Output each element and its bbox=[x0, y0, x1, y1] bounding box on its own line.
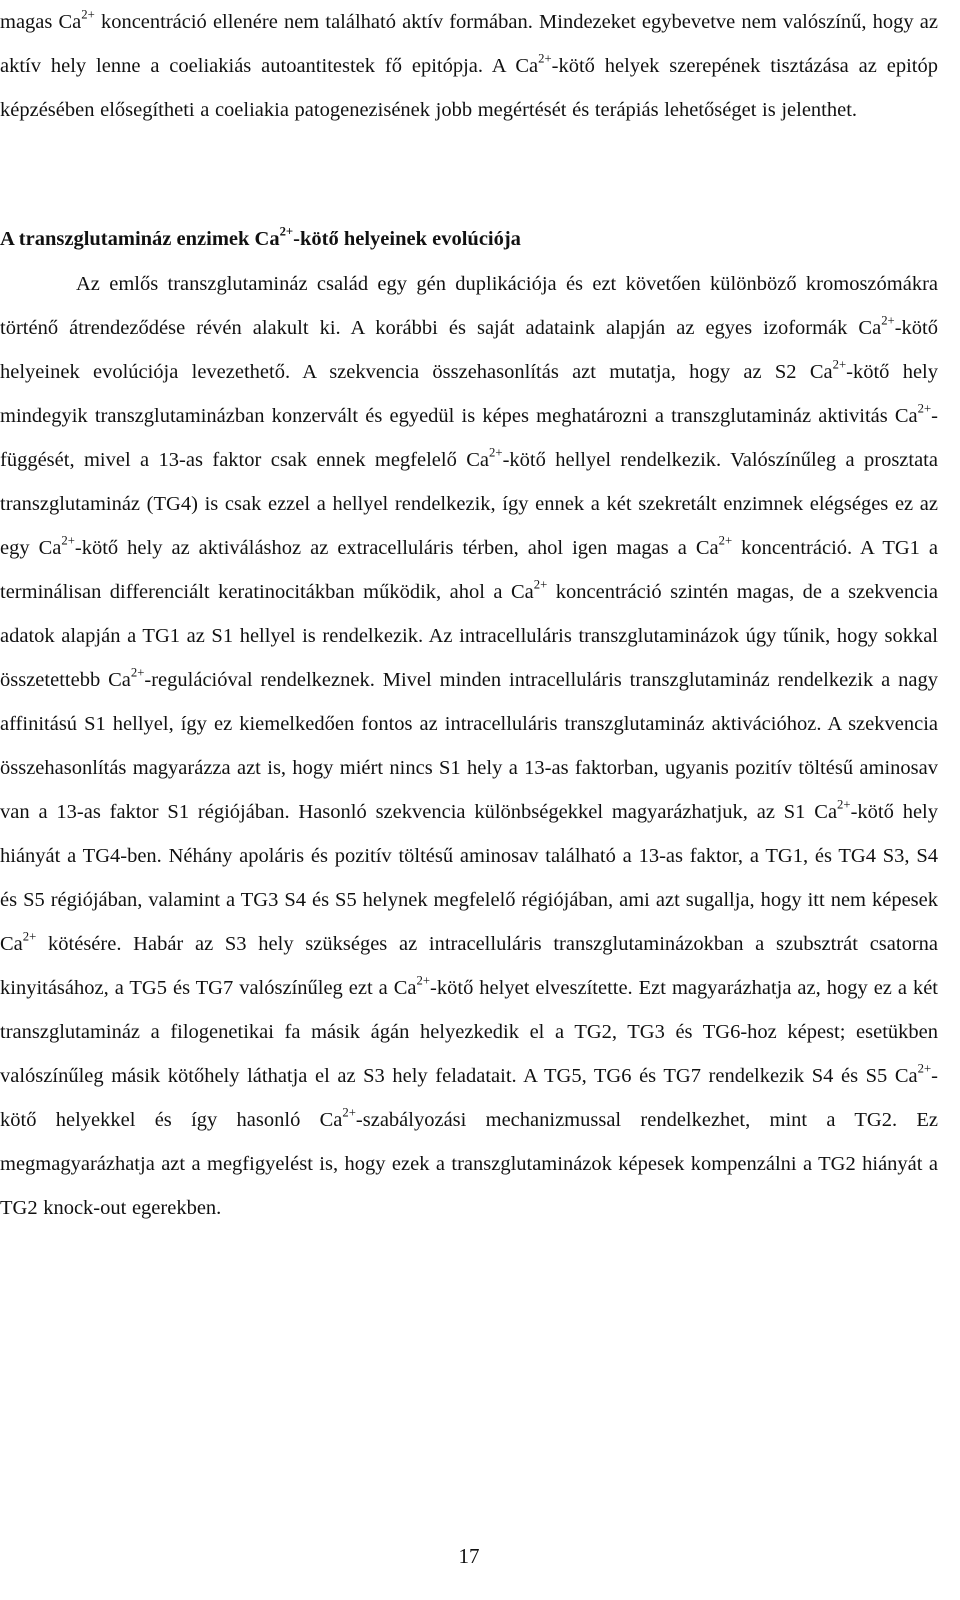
superscript: 2+ bbox=[489, 445, 503, 460]
text-segment: koncentráció. A TG1 a terminálisan differenciált keratinocitákban működik, ahol a Ca bbox=[0, 537, 938, 603]
page-number: 17 bbox=[458, 1544, 480, 1568]
superscript: 2+ bbox=[533, 577, 548, 592]
text-segment: Az emlős transzglutamináz család egy gén duplikációja és ezt követően különböző kromoszómákra történő átrendeződése révén alakult ki. A korábbi és saját adataink alapján az egyes izoformák Ca bbox=[0, 273, 938, 339]
superscript: 2+ bbox=[718, 533, 733, 548]
superscript: 2+ bbox=[832, 357, 847, 372]
main-paragraph bbox=[0, 262, 938, 1230]
text-segment: -szabályozási mechanizmussal rendelkezhet, mint a TG2. Ez megmagyarázhatja azt a megfigyelést is, hogy ezek a transzglutaminázok képesek kompenzálni a TG2 hiányát a TG2 knock-out egerekben. bbox=[0, 1109, 939, 1219]
superscript: 2+ bbox=[342, 1105, 356, 1120]
superscript: 2+ bbox=[279, 224, 294, 239]
text-segment: -kötő hellyel rendelkezik. Valószínűleg a prosztata transzglutamináz (TG4) is csak ezzel a hellyel rendelkezik, így ennek a két szekretált enzimnek elégséges ez az egy Ca bbox=[0, 449, 938, 559]
text-segment: -kötő hely mindegyik transzglutaminázban konzervált és egyedül is képes meghatározni a transzglutamináz aktivitás Ca bbox=[0, 361, 938, 427]
heading-text: -kötő helyeinek evolúciója bbox=[293, 228, 521, 250]
superscript: 2+ bbox=[61, 533, 75, 548]
text-segment: -függését, mivel a 13-as faktor csak ennek megfelelő Ca bbox=[0, 405, 938, 471]
superscript: 2+ bbox=[881, 313, 895, 328]
heading-text: A transzglutamináz enzimek Ca bbox=[0, 228, 280, 250]
superscript: 2+ bbox=[917, 401, 932, 416]
text-segment: -kötő hely az aktiváláshoz az extracelluláris térben, ahol igen magas a Ca bbox=[74, 537, 719, 559]
section-heading bbox=[0, 224, 521, 254]
text-segment: koncentráció ellenére nem található aktív formában. Mindezeket egybevetve nem valószínű, hogy az aktív hely lenne a coeliakiás autoantitestek fő epitópja. A Ca bbox=[0, 11, 938, 77]
superscript: 2+ bbox=[917, 1061, 932, 1076]
superscript: 2+ bbox=[22, 929, 37, 944]
text-segment: -regulációval rendelkeznek. Mivel minden intracelluláris transzglutamináz rendelkezik a nagy affinitású S1 hellyel, így ez kiemelkedően fontos az intracelluláris transzglutamináz aktivációhoz. A szekvencia összehasonlítás magyarázza azt is, hogy miért nincs S1 hely a 13-as faktorban, ugyanis pozitív töltésű aminosav van a 13-as faktor S1 régiójában. Hasonló szekvencia különbségekkel magyarázhatjuk, az S1 Ca bbox=[0, 669, 938, 823]
text-segment: koncentráció szintén magas, de a szekvencia adatok alapján a TG1 az S1 hellyel is rendelkezik. Az intracelluláris transzglutaminázok úgy tűnik, hogy sokkal összetettebb Ca bbox=[0, 581, 939, 691]
text-segment: -kötő helyet elveszítette. Ezt magyarázhatja az, hogy ez a két transzglutamináz a filogenetikai fa másik ágán helyezkedik el a TG2, TG3 és TG6-hoz képest; esetükben valószínűleg másik kötőhely láthatja el az S3 hely feladatait. A TG5, TG6 és TG7 rendelkezik S4 és S5 Ca bbox=[0, 977, 938, 1087]
superscript: 2+ bbox=[538, 51, 552, 66]
superscript: 2+ bbox=[837, 797, 851, 812]
intro-paragraph bbox=[0, 0, 938, 132]
superscript: 2+ bbox=[81, 7, 95, 22]
text-segment: -kötő helyek szerepének tisztázása az epitóp képzésében elősegítheti a coeliakia patogenezisének jobb megértését és terápiás lehetőséget is jelenthet. bbox=[0, 55, 938, 121]
text-segment: -kötő helyeinek evolúciója levezethető. A szekvencia összehasonlítás azt mutatja, hogy az S2 Ca bbox=[0, 317, 938, 383]
text-segment: magas Ca bbox=[0, 11, 82, 33]
text-segment: -kötő hely hiányát a TG4-ben. Néhány apoláris és pozitív töltésű aminosav található a 13-as faktor, a TG1, és TG4 S3, S4 és S5 régiójában, valamint a TG3 S4 és S5 helynek megfelelő régiójában, ami azt sugallja, hogy itt nem képesek Ca bbox=[0, 801, 938, 955]
text-segment: kötésére. Habár az S3 hely szükséges az intracelluláris transzglutaminázokban a szubsztrát csatorna kinyitásához, a TG5 és TG7 valószínűleg ezt a Ca bbox=[0, 933, 938, 999]
superscript: 2+ bbox=[416, 973, 431, 988]
superscript: 2+ bbox=[130, 665, 145, 680]
text-segment: -kötő helyekkel és így hasonló Ca bbox=[0, 1065, 938, 1131]
